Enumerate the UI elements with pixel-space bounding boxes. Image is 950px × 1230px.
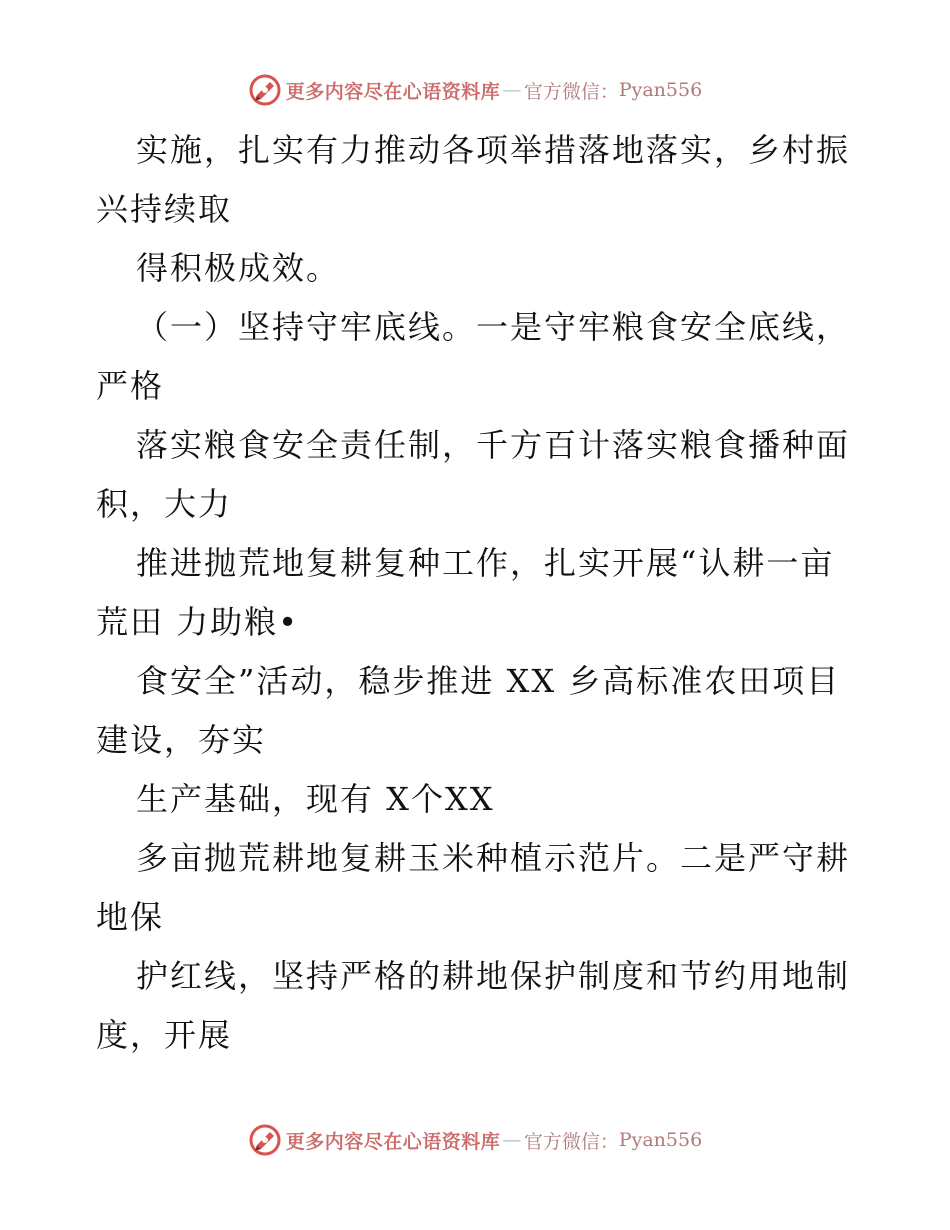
footer-banner (0, 1120, 950, 1160)
book-pen-logo-icon (248, 73, 282, 107)
banner-separator: — (502, 1129, 522, 1151)
text-line: 地保 (96, 898, 165, 936)
text-line: 多亩抛荒耕地复耕玉米种植示范片。二是严守耕 (136, 839, 851, 877)
text-line: 度，开展 (96, 1016, 233, 1054)
text-line: （一）坚持守牢底线。一是守牢粮食安全底线， (136, 308, 851, 346)
text-line: 食安全”活动，稳步推进 XX 乡高标准农田项目 (136, 662, 841, 700)
text-line: 落实粮食安全责任制，千方百计落实粮食播种面 (136, 426, 851, 464)
text-line: 得积极成效。 (136, 249, 341, 287)
text-line: 推进抛荒地复耕复种工作，扎实开展“认耕一亩 (136, 544, 835, 582)
banner-contact-label: 官方微信： (523, 1130, 619, 1153)
text-line: 护红线，坚持严格的耕地保护制度和节约用地制 (136, 957, 851, 995)
book-pen-logo-icon (248, 1123, 282, 1157)
document-body (96, 121, 856, 1065)
text-line: 严格 (96, 367, 165, 405)
text-line: 实施，扎实有力推动各项举措落地落实，乡村振 (136, 131, 851, 169)
banner-separator: — (502, 79, 522, 101)
banner-slogan: 更多内容尽在心语资料库 (285, 1130, 501, 1153)
header-banner (0, 70, 950, 110)
text-line: 兴持续取 (96, 190, 233, 228)
banner-slogan: 更多内容尽在心语资料库 (285, 80, 501, 103)
text-line: 积，大力 (96, 485, 233, 523)
text-line: 建设，夯实 (96, 721, 267, 759)
banner-contact-id: Pyan556 (618, 1129, 703, 1151)
text-line: 荒田 力助粮• (96, 603, 300, 641)
banner-contact-id: Pyan556 (618, 79, 703, 101)
text-line: 生产基础，现有 X个XX (136, 780, 495, 818)
banner-contact-label: 官方微信： (523, 80, 619, 103)
